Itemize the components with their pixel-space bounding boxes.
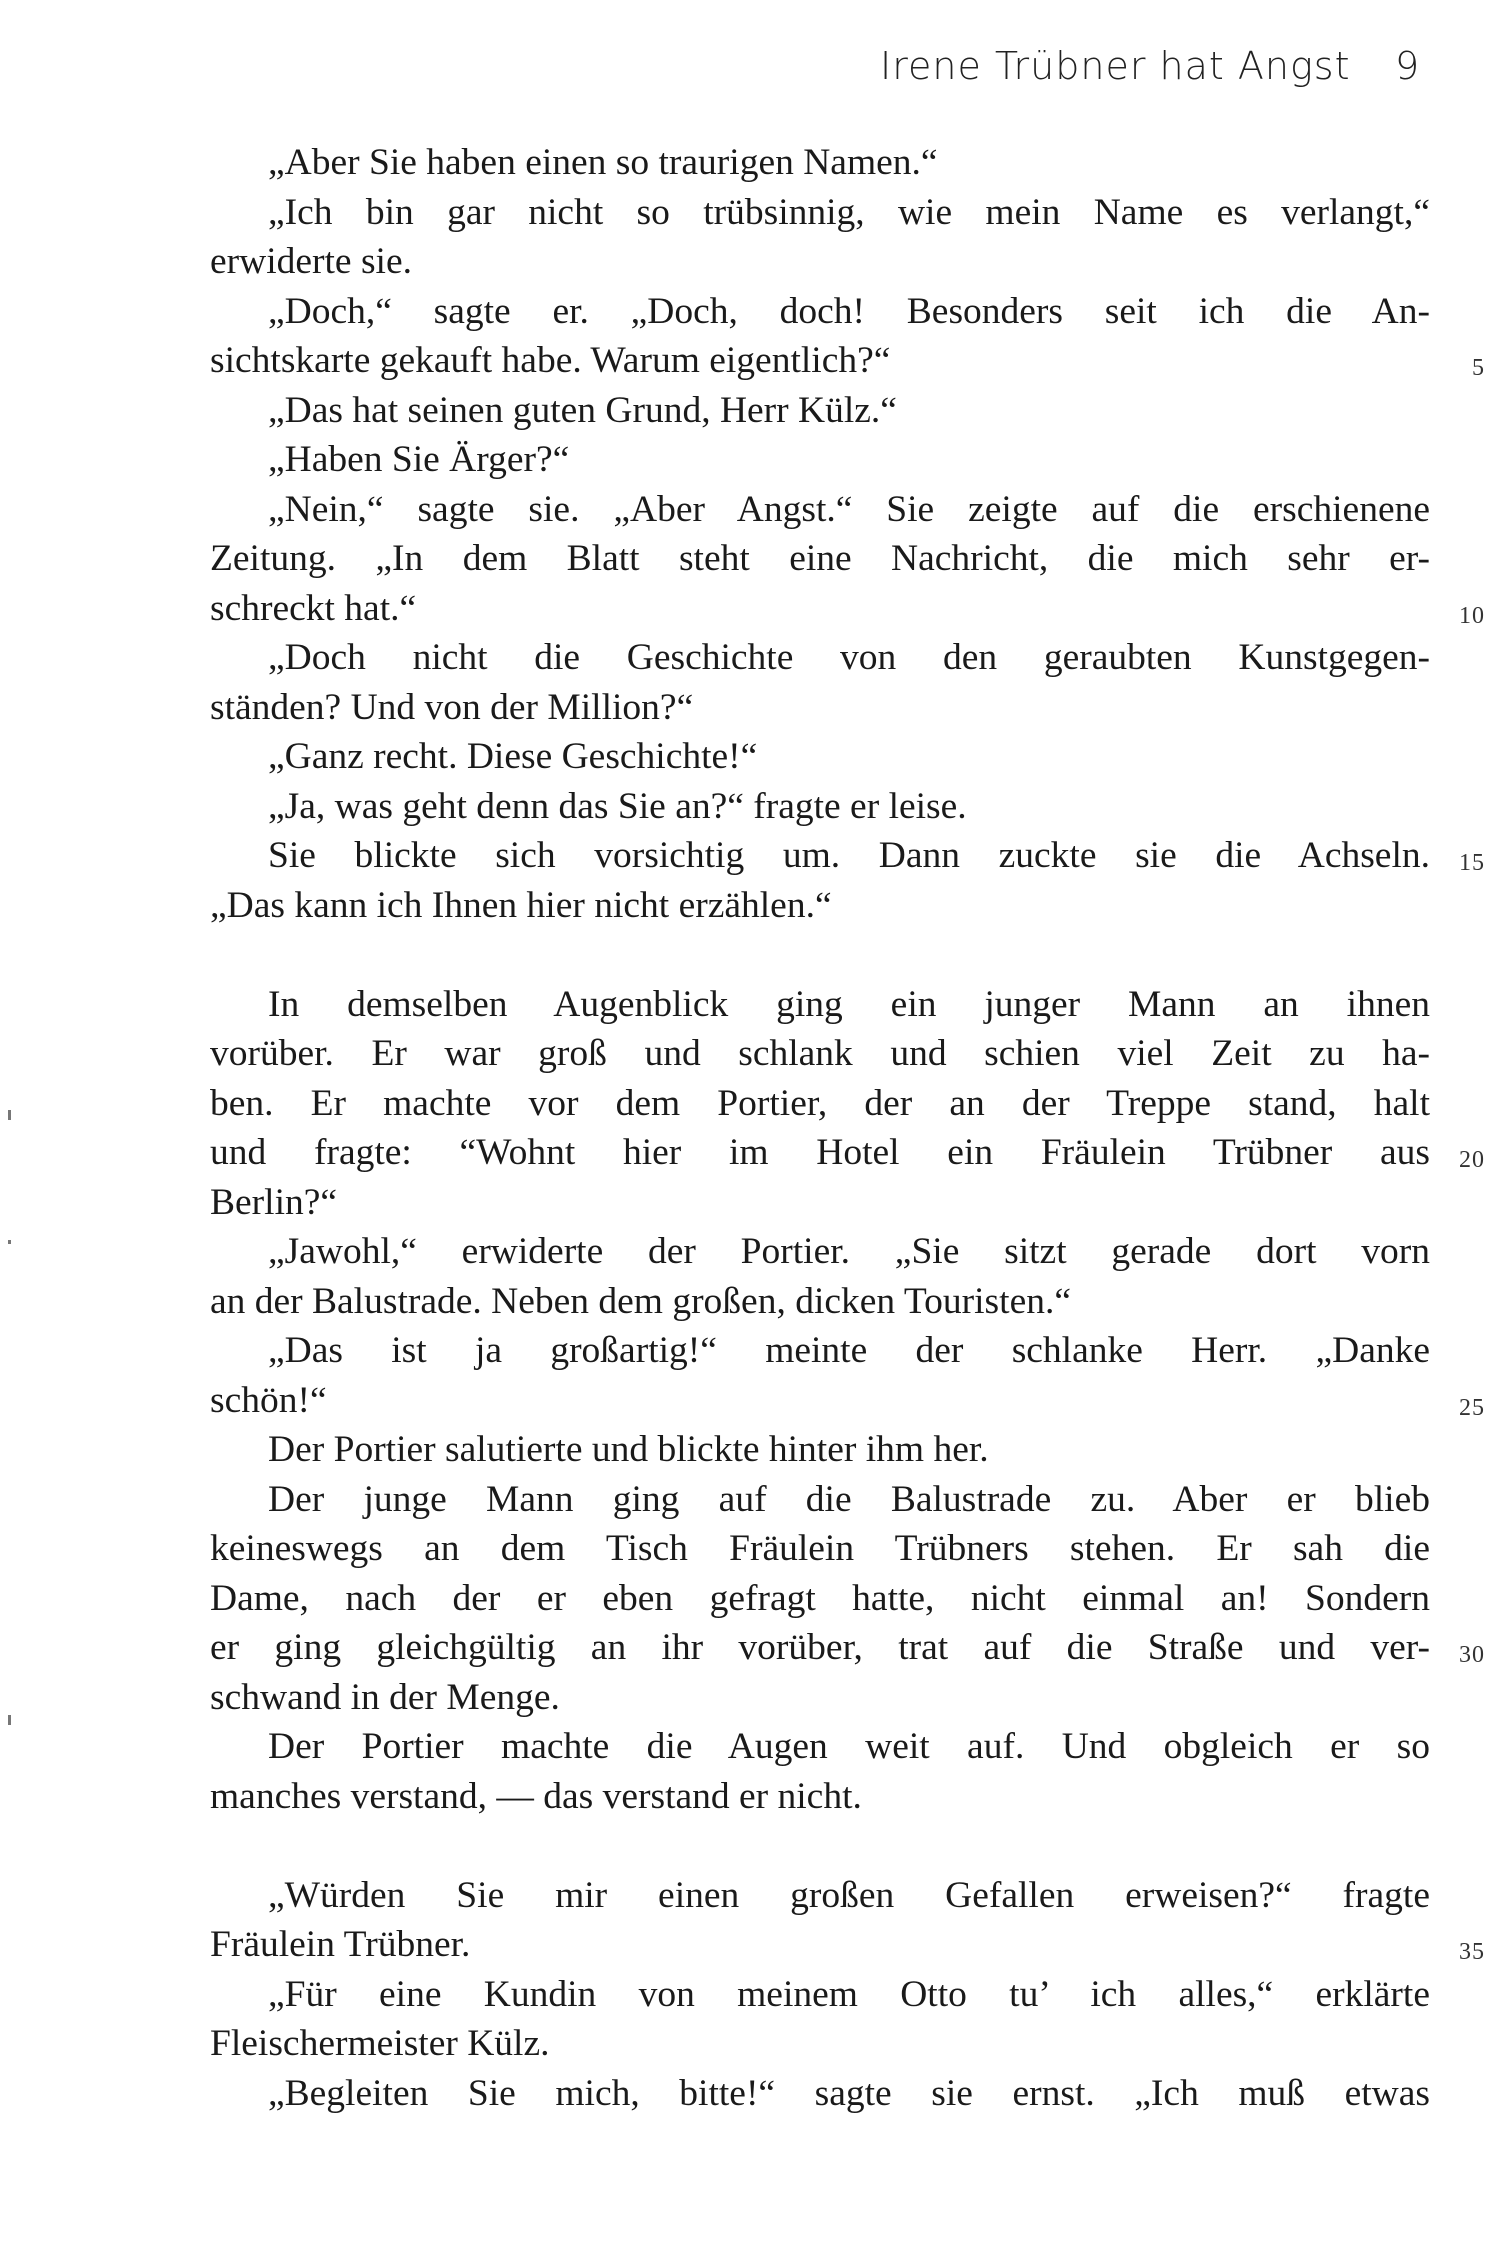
line-text: ben. Er machte vor dem Portier, der an der Treppe stand, halt [210,1082,1430,1124]
margin-mark [8,1110,11,1120]
text-line [210,1425,1430,1475]
text-line [210,1475,1430,1525]
body-text [210,138,1485,2118]
text-line [210,1722,1430,1772]
line-text: Der Portier salutierte und blickte hinter ihm her. [268,1429,989,1470]
line-number: 30 [1459,1642,1485,1668]
line-text: schön!“ [210,1379,327,1421]
line-text: Fräulein Trübner. [210,1924,471,1965]
line-text: In demselben Augenblick ging ein junger Mann an ihnen [268,983,1430,1025]
line-text: „Aber Sie haben einen so traurigen Namen.“ [268,142,938,183]
line-text: Der Portier machte die Augen weit auf. Und obgleich er so [268,1726,1430,1767]
margin-mark [8,1240,11,1244]
line-text: vorüber. Er war groß und schlank und schien viel Zeit zu ha- [210,1033,1430,1074]
line-text: „Haben Sie Ärger?“ [268,439,570,480]
page-number: 9 [1395,44,1421,88]
line-text: Zeitung. „In dem Blatt steht eine Nachricht, die mich sehr er- [210,538,1430,579]
line-text: „Das kann ich Ihnen hier nicht erzählen.“ [210,884,832,926]
text-line [210,336,1485,386]
text-line [210,1623,1485,1673]
line-number: 15 [1459,850,1485,876]
text-line [210,386,1430,436]
text-line [210,1178,1430,1228]
line-text: und fragte: “Wohnt hier im Hotel ein Fräulein Trübner aus [210,1132,1430,1173]
running-header [880,44,1421,88]
text-line [210,2069,1430,2119]
line-text: „Das ist ja großartig!“ meinte der schlanke Herr. „Danke [268,1330,1430,1371]
line-text: ständen? Und von der Million?“ [210,686,694,728]
text-line [210,1326,1430,1376]
text-line [210,1029,1430,1079]
line-number: 20 [1459,1147,1485,1173]
line-text: „Ja, was geht denn das Sie an?“ fragte er leise. [268,785,967,827]
line-text: „Für eine Kundin von meinem Otto tu’ ich alles,“ erklärte [268,1973,1430,2015]
line-text: erwiderte sie. [210,241,412,282]
line-text: Dame, nach der er eben gefragt hatte, nicht einmal an! Sondern [210,1577,1430,1619]
running-title: Irene Trübner hat Angst [880,44,1351,88]
text-line [210,1574,1430,1624]
text-line [210,683,1430,733]
text-line [210,584,1485,634]
text-line [210,1079,1430,1129]
line-text: schwand in der Menge. [210,1676,560,1718]
text-line [210,1227,1430,1277]
text-line [210,1772,1430,1822]
line-text: Sie blickte sich vorsichtig um. Dann zuckte sie die Achseln. [268,835,1430,876]
text-line [210,138,1430,188]
text-line [210,287,1430,337]
line-text: „Doch,“ sagte er. „Doch, doch! Besonders seit ich die An- [268,290,1430,332]
line-text: an der Balustrade. Neben dem großen, dicken Touristen.“ [210,1280,1071,1322]
text-line [210,1376,1485,1426]
paragraph-gap [210,930,1430,980]
text-line [210,485,1430,535]
text-line [210,881,1430,931]
line-text: er ging gleichgültig an ihr vorüber, trat auf die Straße und ver- [210,1627,1430,1668]
text-line [210,1128,1485,1178]
line-text: Der junge Mann ging auf die Balustrade zu. Aber er blieb [268,1478,1430,1520]
text-line [210,782,1430,832]
text-line [210,732,1430,782]
margin-mark [8,1715,11,1725]
text-line [210,2019,1430,2069]
text-line [210,1970,1430,2020]
text-line [210,188,1430,238]
line-text: „Nein,“ sagte sie. „Aber Angst.“ Sie zeigte auf die erschienene [268,488,1430,530]
line-text: „Jawohl,“ erwiderte der Portier. „Sie sitzt gerade dort vorn [268,1231,1430,1272]
line-text: schreckt hat.“ [210,587,417,629]
line-text: Fleischermeister Külz. [210,2023,550,2064]
line-text: „Begleiten Sie mich, bitte!“ sagte sie ernst. „Ich muß etwas [268,2072,1430,2114]
text-line [210,1871,1430,1921]
line-text: keineswegs an dem Tisch Fräulein Trübners stehen. Er sah die [210,1528,1430,1569]
text-line [210,237,1430,287]
text-line [210,980,1430,1030]
text-line [210,1920,1485,1970]
line-number: 35 [1459,1939,1485,1965]
text-line [210,1524,1430,1574]
line-text: „Ich bin gar nicht so trübsinnig, wie mein Name es verlangt,“ [268,191,1430,233]
line-text: Berlin?“ [210,1181,338,1223]
text-line [210,534,1430,584]
line-number: 5 [1472,355,1485,381]
line-text: „Würden Sie mir einen großen Gefallen erweisen?“ fragte [268,1874,1430,1916]
line-text: „Doch nicht die Geschichte von den geraubten Kunstgegen- [268,637,1430,678]
paragraph-gap [210,1821,1430,1871]
line-number: 10 [1459,602,1485,629]
text-line [210,831,1485,881]
line-text: „Das hat seinen guten Grund, Herr Külz.“ [268,389,897,431]
line-text: „Ganz recht. Diese Geschichte!“ [268,736,758,777]
line-number: 25 [1459,1394,1485,1421]
text-line [210,633,1430,683]
text-line [210,1277,1430,1327]
text-line [210,435,1430,485]
line-text: sichtskarte gekauft habe. Warum eigentlich?“ [210,340,891,381]
text-line [210,1673,1430,1723]
line-text: manches verstand, — das verstand er nicht. [210,1775,862,1817]
